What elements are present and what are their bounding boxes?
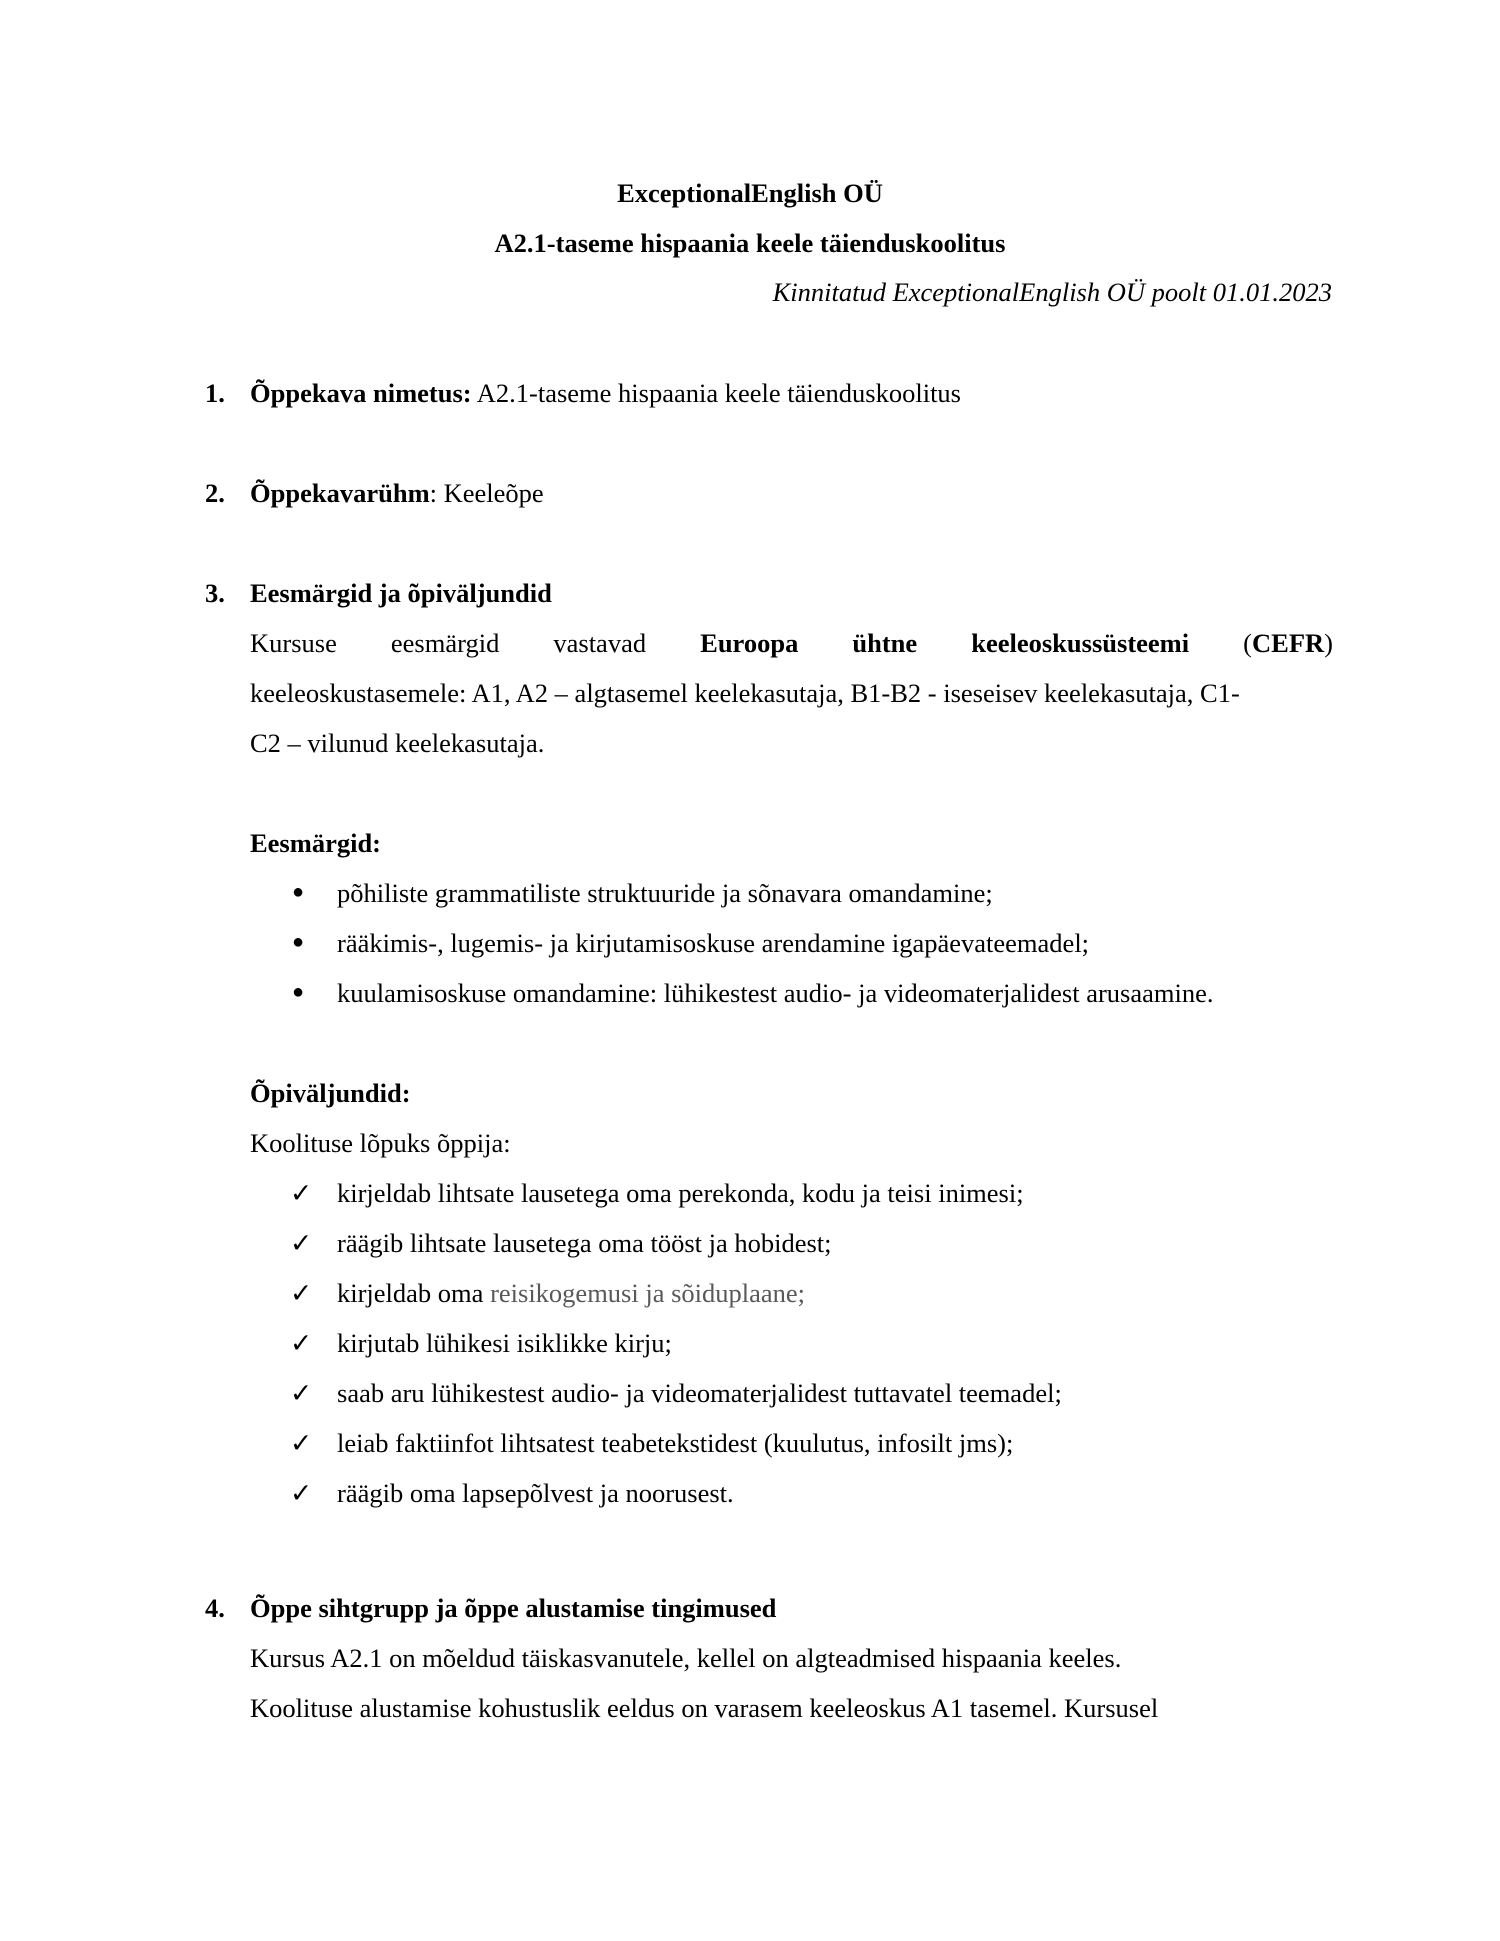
section-4-line: Koolituse alustamise kohustuslik eeldus on varasem keeleoskus A1 tasemel. Kursusel [250,1693,1159,1723]
outcome-item [337,1278,805,1309]
approval-line: Kinnitatud ExceptionalEnglish OÜ poolt 01.01.2023 [772,277,1332,307]
section-1 [250,378,961,409]
section-3-intro-line-1 [250,628,1333,659]
section-3-intro-line-2: keeleoskustasemele: A1, A2 – algtasemel keelekasutaja, B1-B2 - iseseisev keelekasutaja, C1- [250,678,1240,708]
section-1-value: A2.1-taseme hispaania keele täienduskoolitus [471,378,961,408]
section-4-line: Kursus A2.1 on mõeldud täiskasvanutele, kellel on algteadmised hispaania keeles. [250,1643,1122,1673]
outcomes-heading [250,1078,411,1109]
checkmark-icon: ✓ [290,1378,313,1408]
outcome-item: leiab faktiinfot lihtsatest teabetekstidest (kuulutus, infosilt jms); [337,1428,1014,1458]
checkmark-icon: ✓ [290,1178,313,1208]
outcome-item: räägib lihtsate lausetega oma tööst ja hobidest; [337,1228,832,1258]
section-2-value: : Keeleõpe [429,478,544,508]
section-3-heading [250,578,552,609]
intro-bold-word: keeleoskussüsteemi [971,628,1190,658]
section-2-number: 2. [205,478,225,508]
intro-word: Kursuse [250,628,337,658]
bullet-icon: ● [292,931,305,953]
outcome-item-gray-text: reisikogemusi ja sõiduplaane; [490,1278,806,1308]
section-1-number: 1. [205,378,225,408]
intro-word: vastavad [553,628,647,658]
paren-open: ( [1243,628,1252,658]
paren-close: ) [1324,628,1333,658]
section-4-heading [250,1593,776,1624]
document-title: A2.1-taseme hispaania keele täienduskoolitus [494,228,1006,258]
section-1-label: Õppekava nimetus: [250,378,472,408]
outcomes-heading-text: Õpiväljundid: [250,1078,411,1108]
outcome-item: kirjutab lühikesi isiklikke kirju; [337,1328,672,1358]
checkmark-icon: ✓ [290,1428,313,1458]
checkmark-icon: ✓ [290,1328,313,1358]
cefr-label: CEFR [1252,628,1325,658]
outcomes-intro: Koolituse lõpuks õppija: [250,1128,511,1158]
section-3-number: 3. [205,578,225,608]
intro-word: eesmärgid [390,628,500,658]
cefr-abbrev [1243,628,1333,659]
bullet-icon: ● [292,881,305,903]
goal-item: põhiliste grammatiliste struktuuride ja sõnavara omandamine; [337,878,993,908]
section-3-label: Eesmärgid ja õpiväljundid [250,578,552,608]
goal-item: rääkimis-, lugemis- ja kirjutamisoskuse arendamine igapäevateemadel; [337,928,1090,958]
section-3-intro-line-3: C2 – vilunud keelekasutaja. [250,728,545,758]
organization-name: ExceptionalEnglish OÜ [617,178,883,208]
intro-bold-word: ühtne [852,628,918,658]
checkmark-icon: ✓ [290,1228,313,1258]
goals-heading [250,828,381,859]
section-4-number: 4. [205,1593,225,1623]
checkmark-icon: ✓ [290,1478,313,1508]
section-2 [250,478,544,509]
intro-bold-word: Euroopa [700,628,799,658]
outcome-item-text: kirjeldab oma [337,1278,491,1308]
goal-item: kuulamisoskuse omandamine: lühikestest audio- ja videomaterjalidest arusaamine. [337,978,1214,1008]
outcome-item: saab aru lühikestest audio- ja videomaterjalidest tuttavatel teemadel; [337,1378,1062,1408]
outcome-item: räägib oma lapsepõlvest ja noorusest. [337,1478,734,1508]
bullet-icon: ● [292,981,305,1003]
outcome-item: kirjeldab lihtsate lausetega oma perekonda, kodu ja teisi inimesi; [337,1178,1024,1208]
goals-heading-text: Eesmärgid: [250,828,382,858]
section-4-label: Õppe sihtgrupp ja õppe alustamise tingimused [250,1593,777,1623]
checkmark-icon: ✓ [290,1278,313,1308]
section-2-label: Õppekavarühm [250,478,430,508]
